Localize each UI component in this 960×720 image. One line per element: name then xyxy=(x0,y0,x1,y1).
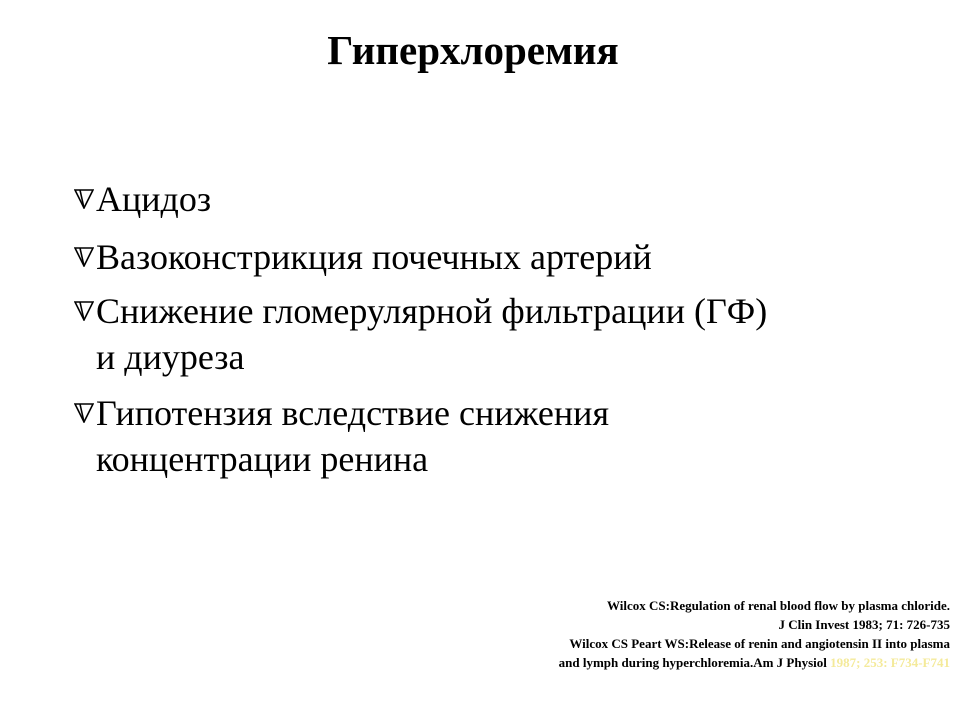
reference-line: J Clin Invest 1983; 71: 726-735 xyxy=(778,617,950,632)
open-down-triangle-check-icon xyxy=(74,301,94,321)
bullet-text: Снижение гломерулярной фильтрации (ГФ) xyxy=(96,291,768,331)
reference-line xyxy=(390,653,950,672)
bullet-text-continuation: и диуреза xyxy=(96,337,245,377)
open-down-triangle-check-icon xyxy=(74,403,94,423)
bullet-text-continuation: концентрации ренина xyxy=(96,439,429,479)
open-down-triangle-check-icon xyxy=(74,189,94,209)
slide-title: Гиперхлоремия xyxy=(327,27,619,73)
bullet-text: Вазоконстрикция почечных артерий xyxy=(96,237,652,277)
reference-line: Wilcox CS Peart WS:Release of renin and angiotensin II into plasma xyxy=(569,636,950,651)
open-down-triangle-check-icon xyxy=(74,247,94,267)
bullet-text: Гипотензия вследствие снижения xyxy=(96,393,609,433)
reference-faded-citation: 1987; 253: F734-F741 xyxy=(830,655,950,670)
bullet-item xyxy=(74,176,914,222)
reference-line: Wilcox CS:Regulation of renal blood flow by plasma chloride. xyxy=(607,598,950,613)
bullet-item xyxy=(74,390,914,482)
bullet-text: Ацидоз xyxy=(96,179,212,219)
references-block xyxy=(390,596,950,672)
bullet-item xyxy=(74,288,914,380)
reference-line-main: and lymph during hyperchloremia.Am J Physiol xyxy=(558,655,827,670)
bullet-list xyxy=(74,176,914,494)
bullet-item xyxy=(74,234,914,280)
